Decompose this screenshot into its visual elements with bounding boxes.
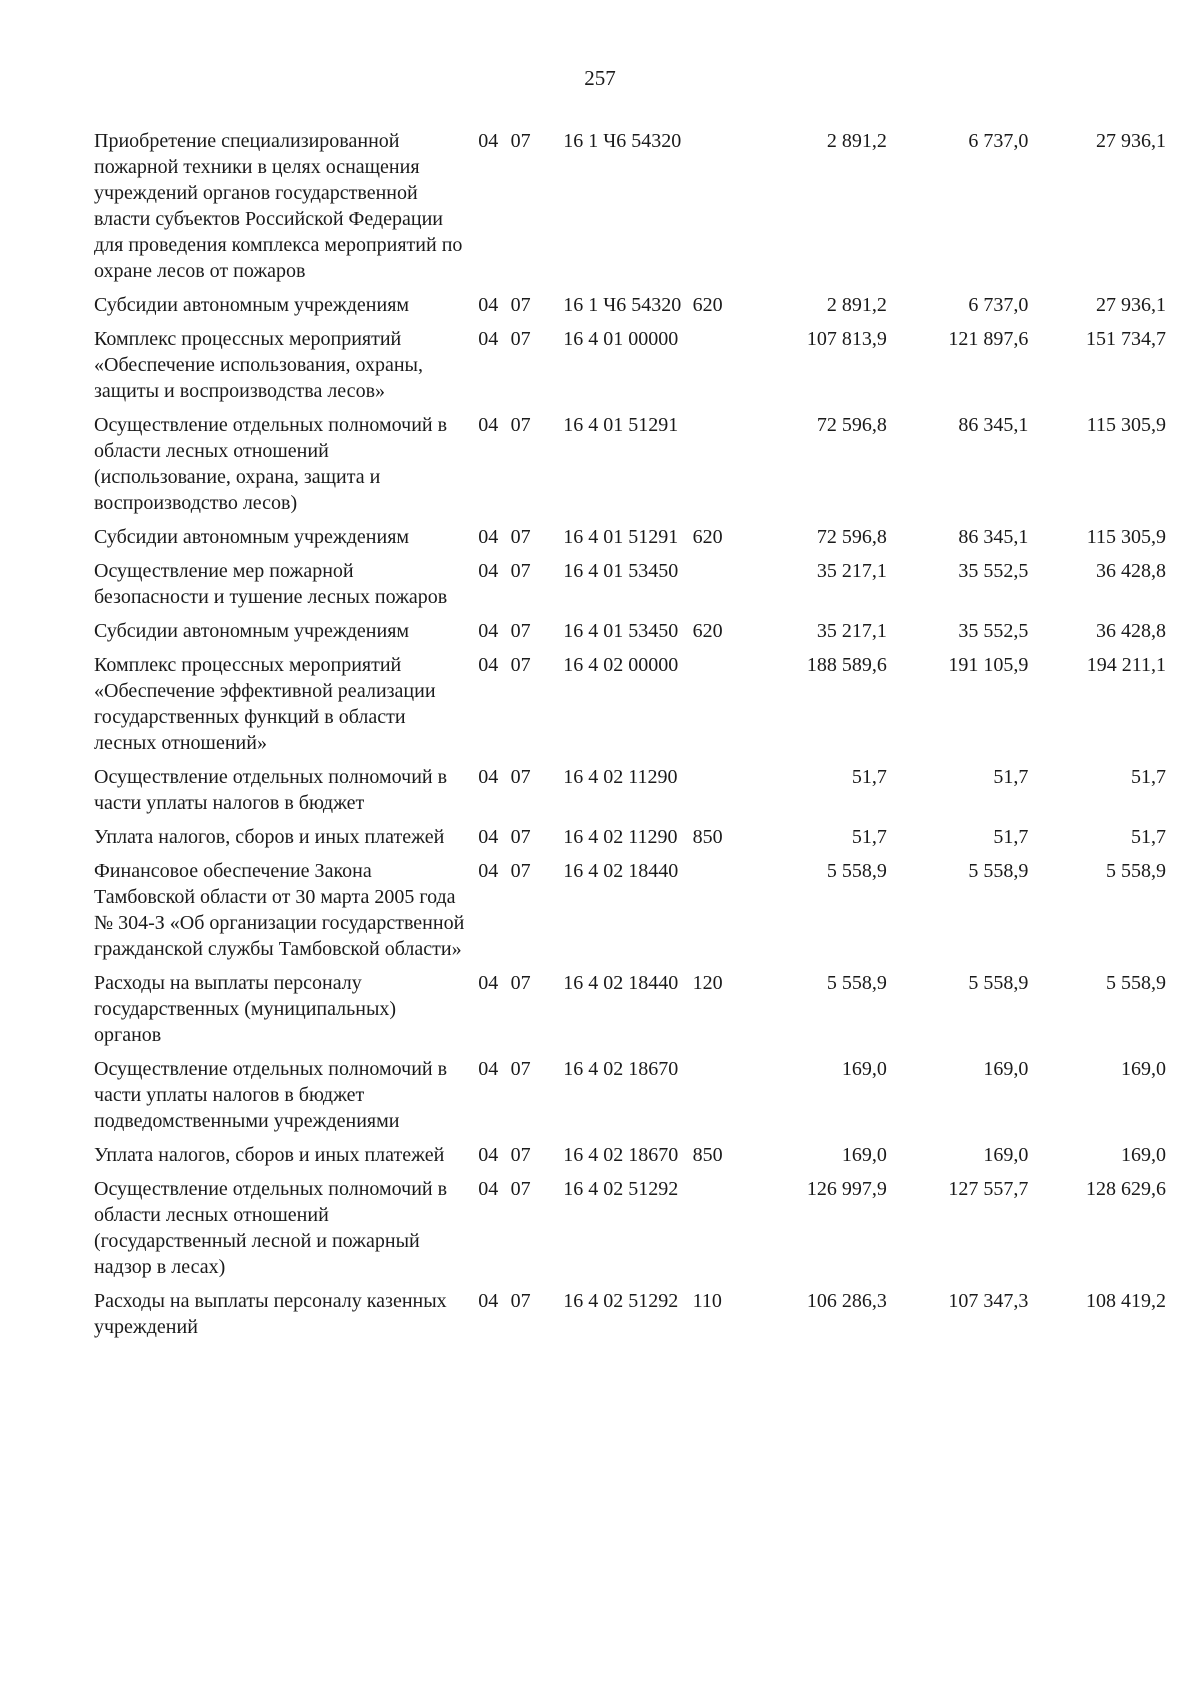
row-name: Комплекс процессных мероприятий «Обеспечение использования, охраны, защиты и воспроизводства лесов» [94, 328, 423, 402]
row-name: Осуществление мер пожарной безопасности и тушение лесных пожаров [94, 560, 448, 608]
table-row [94, 1142, 1166, 1176]
target-article-code: 16 4 01 51291 [563, 414, 679, 436]
amount-year-1: 35 217,1 [816, 560, 887, 582]
amount-year-1: 188 589,6 [806, 654, 887, 676]
amount-year-3: 108 419,2 [1086, 1290, 1166, 1312]
subsection-code: 07 [510, 1144, 531, 1166]
subsection-code: 07 [510, 294, 531, 316]
amount-year-2: 169,0 [983, 1144, 1029, 1166]
section-code: 04 [478, 526, 499, 548]
amount-year-1: 5 558,9 [826, 972, 887, 994]
section-code: 04 [478, 560, 499, 582]
table-row [94, 764, 1166, 824]
target-article-code: 16 4 02 18670 [563, 1058, 679, 1080]
row-name: Уплата налогов, сборов и иных платежей [94, 1144, 445, 1166]
target-article-code: 16 4 02 18440 [563, 860, 679, 882]
section-code: 04 [478, 130, 499, 152]
row-name: Осуществление отдельных полномочий в части уплаты налогов в бюджет подведомственными учреждениями [94, 1058, 448, 1132]
amount-year-2: 51,7 [993, 826, 1029, 848]
expense-type-code: 850 [692, 826, 723, 848]
expense-type-code: 620 [692, 620, 723, 642]
expense-type-code: 120 [692, 972, 723, 994]
expense-type-code [693, 128, 748, 292]
amount-year-2: 51,7 [993, 766, 1029, 788]
section-code: 04 [478, 826, 499, 848]
amount-year-1: 169,0 [841, 1144, 887, 1166]
budget-table-body [94, 128, 1166, 1348]
amount-year-3: 36 428,8 [1096, 560, 1166, 582]
section-code: 04 [478, 1290, 499, 1312]
section-code: 04 [478, 294, 499, 316]
amount-year-2: 86 345,1 [958, 526, 1029, 548]
amount-year-2: 191 105,9 [948, 654, 1029, 676]
subsection-code: 07 [510, 328, 531, 350]
table-row [94, 618, 1166, 652]
amount-year-3: 169,0 [1121, 1144, 1166, 1166]
amount-year-1: 107 813,9 [806, 328, 887, 350]
subsection-code: 07 [510, 860, 531, 882]
expense-type-code: 850 [692, 1144, 723, 1166]
target-article-code: 16 4 02 51292 [563, 1178, 679, 1200]
table-row [94, 824, 1166, 858]
amount-year-3: 36 428,8 [1096, 620, 1166, 642]
expense-type-code: 620 [692, 526, 723, 548]
subsection-code: 07 [510, 414, 531, 436]
subsection-code: 07 [510, 826, 531, 848]
row-name: Осуществление отдельных полномочий в области лесных отношений (государственный лесной и пожарный надзор в лесах) [94, 1178, 448, 1278]
amount-year-1: 126 997,9 [806, 1178, 887, 1200]
amount-year-1: 51,7 [851, 826, 887, 848]
target-article-code: 16 4 01 51291 [563, 526, 679, 548]
table-row [94, 652, 1166, 764]
amount-year-3: 51,7 [1131, 766, 1166, 788]
target-article-code: 16 4 01 53450 [563, 560, 679, 582]
target-article-code: 16 1 Ч6 54320 [563, 294, 682, 316]
section-code: 04 [478, 972, 499, 994]
row-name: Финансовое обеспечение Закона Тамбовской области от 30 марта 2005 года № 304-З «Об организации государственной гражданской службы Тамбовской области» [94, 860, 465, 960]
target-article-code: 16 4 02 11290 [563, 766, 678, 788]
amount-year-3: 27 936,1 [1096, 294, 1166, 316]
amount-year-3: 5 558,9 [1106, 860, 1166, 882]
amount-year-1: 106 286,3 [806, 1290, 887, 1312]
subsection-code: 07 [510, 1290, 531, 1312]
row-name: Субсидии автономным учреждениям [94, 526, 410, 548]
amount-year-2: 121 897,6 [948, 328, 1029, 350]
expense-type-code: 110 [692, 1290, 722, 1312]
expense-type-code [693, 858, 748, 970]
expense-type-code [693, 558, 748, 618]
target-article-code: 16 4 02 51292 [563, 1290, 679, 1312]
subsection-code: 07 [510, 560, 531, 582]
section-code: 04 [478, 860, 499, 882]
row-name: Субсидии автономным учреждениям [94, 294, 410, 316]
row-name: Комплекс процессных мероприятий «Обеспечение эффективной реализации государственных функций в области лесных отношений» [94, 654, 436, 754]
target-article-code: 16 4 02 18440 [563, 972, 679, 994]
amount-year-3: 115 305,9 [1086, 414, 1166, 436]
section-code: 04 [478, 328, 499, 350]
amount-year-3: 128 629,6 [1086, 1178, 1166, 1200]
amount-year-2: 6 737,0 [968, 130, 1029, 152]
expense-type-code: 620 [692, 294, 723, 316]
table-row [94, 858, 1166, 970]
section-code: 04 [478, 414, 499, 436]
row-name: Осуществление отдельных полномочий в части уплаты налогов в бюджет [94, 766, 448, 814]
row-name: Уплата налогов, сборов и иных платежей [94, 826, 445, 848]
table-row [94, 558, 1166, 618]
expense-type-code [693, 652, 748, 764]
amount-year-1: 2 891,2 [826, 294, 887, 316]
table-row [94, 326, 1166, 412]
section-code: 04 [478, 1144, 499, 1166]
amount-year-1: 2 891,2 [826, 130, 887, 152]
amount-year-3: 169,0 [1121, 1058, 1166, 1080]
row-name: Расходы на выплаты персоналу государственных (муниципальных) органов [94, 972, 397, 1046]
target-article-code: 16 1 Ч6 54320 [563, 130, 682, 152]
subsection-code: 07 [510, 526, 531, 548]
amount-year-2: 107 347,3 [948, 1290, 1029, 1312]
row-name: Субсидии автономным учреждениям [94, 620, 410, 642]
table-row [94, 1176, 1166, 1288]
subsection-code: 07 [510, 972, 531, 994]
amount-year-2: 35 552,5 [958, 560, 1029, 582]
amount-year-3: 5 558,9 [1106, 972, 1166, 994]
subsection-code: 07 [510, 654, 531, 676]
amount-year-3: 194 211,1 [1086, 654, 1166, 676]
amount-year-1: 35 217,1 [816, 620, 887, 642]
target-article-code: 16 4 02 00000 [563, 654, 679, 676]
amount-year-1: 72 596,8 [816, 414, 887, 436]
amount-year-2: 169,0 [983, 1058, 1029, 1080]
section-code: 04 [478, 1178, 499, 1200]
amount-year-3: 51,7 [1131, 826, 1166, 848]
subsection-code: 07 [510, 620, 531, 642]
amount-year-2: 6 737,0 [968, 294, 1029, 316]
expense-type-code [693, 1056, 748, 1142]
table-row [94, 1288, 1166, 1348]
expense-type-code [693, 1176, 748, 1288]
amount-year-2: 86 345,1 [958, 414, 1029, 436]
table-row [94, 292, 1166, 326]
amount-year-1: 51,7 [851, 766, 887, 788]
amount-year-2: 127 557,7 [948, 1178, 1029, 1200]
row-name: Приобретение специализированной пожарной техники в целях оснащения учреждений органов государственной власти субъектов Российской Федерации для проведения комплекса мероприятий по охране лесов от пожаров [94, 130, 463, 282]
subsection-code: 07 [510, 766, 531, 788]
amount-year-2: 5 558,9 [968, 972, 1029, 994]
page-number: 257 [584, 66, 616, 90]
amount-year-1: 72 596,8 [816, 526, 887, 548]
amount-year-1: 5 558,9 [826, 860, 887, 882]
subsection-code: 07 [510, 1178, 531, 1200]
section-code: 04 [478, 766, 499, 788]
target-article-code: 16 4 01 53450 [563, 620, 679, 642]
row-name: Осуществление отдельных полномочий в области лесных отношений (использование, охрана, защита и воспроизводство лесов) [94, 414, 448, 514]
amount-year-2: 5 558,9 [968, 860, 1029, 882]
row-name: Расходы на выплаты персоналу казенных учреждений [94, 1290, 447, 1338]
table-row [94, 128, 1166, 292]
target-article-code: 16 4 01 00000 [563, 328, 679, 350]
expense-type-code [693, 412, 748, 524]
amount-year-2: 35 552,5 [958, 620, 1029, 642]
section-code: 04 [478, 1058, 499, 1080]
section-code: 04 [478, 654, 499, 676]
table-row [94, 970, 1166, 1056]
amount-year-1: 169,0 [841, 1058, 887, 1080]
section-code: 04 [478, 620, 499, 642]
table-row [94, 412, 1166, 524]
table-row [94, 524, 1166, 558]
amount-year-3: 27 936,1 [1096, 130, 1166, 152]
expense-type-code [693, 764, 748, 824]
subsection-code: 07 [510, 130, 531, 152]
amount-year-3: 151 734,7 [1086, 328, 1166, 350]
expense-type-code [693, 326, 748, 412]
table-row [94, 1056, 1166, 1142]
target-article-code: 16 4 02 18670 [563, 1144, 679, 1166]
subsection-code: 07 [510, 1058, 531, 1080]
budget-table [94, 128, 1166, 1348]
amount-year-3: 115 305,9 [1086, 526, 1166, 548]
target-article-code: 16 4 02 11290 [563, 826, 678, 848]
